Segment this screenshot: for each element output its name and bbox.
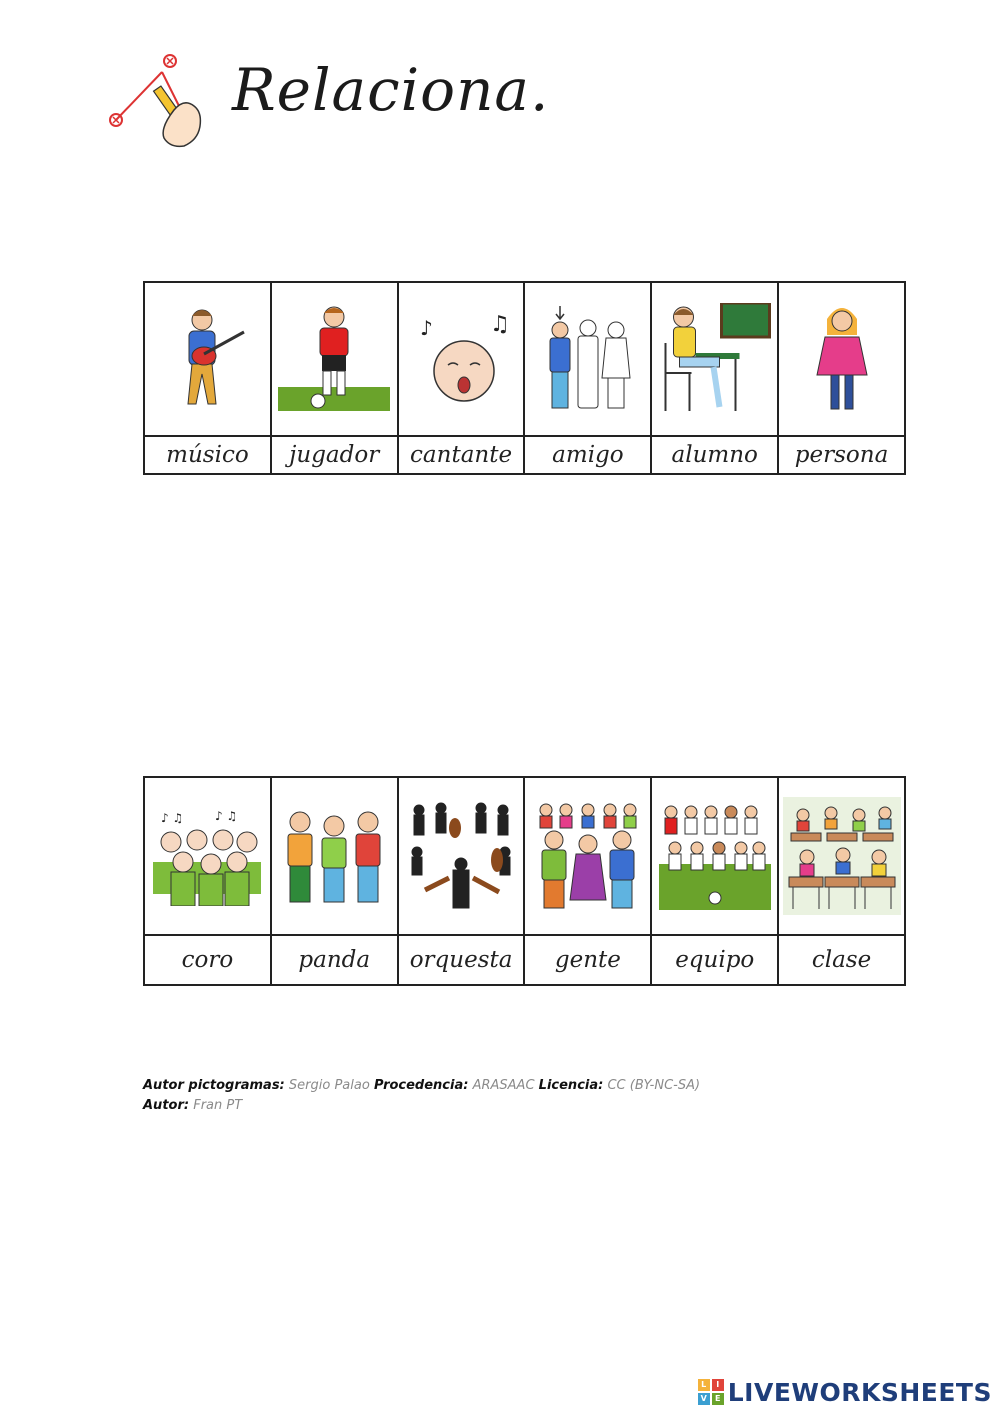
liveworksheets-brand[interactable] bbox=[698, 1378, 992, 1406]
brand-name: LIVEWORKSHEETS bbox=[727, 1377, 992, 1407]
credit-label: Autor: bbox=[143, 1098, 190, 1113]
credit-value: ARASAAC bbox=[472, 1078, 535, 1093]
connect-dots-pencil-icon bbox=[104, 50, 214, 150]
guitar-player-icon bbox=[162, 304, 252, 414]
credit-value: CC (BY-NC-SA) bbox=[607, 1078, 701, 1093]
word-card[interactable] bbox=[399, 778, 526, 984]
crowd-icon bbox=[532, 800, 644, 912]
word-label: jugador bbox=[289, 442, 380, 468]
credits-line-2 bbox=[143, 1096, 700, 1116]
word-card-row-bottom bbox=[143, 776, 906, 986]
word-label: amigo bbox=[552, 442, 624, 468]
word-card[interactable] bbox=[272, 283, 399, 473]
soccer-team-icon bbox=[659, 800, 771, 912]
word-label: persona bbox=[794, 442, 889, 468]
word-card[interactable] bbox=[399, 283, 526, 473]
word-card[interactable] bbox=[525, 283, 652, 473]
word-label: coro bbox=[181, 947, 234, 973]
credit-label: Licencia: bbox=[538, 1078, 604, 1093]
word-label: cantante bbox=[410, 442, 513, 468]
word-card[interactable] bbox=[779, 778, 906, 984]
word-card[interactable] bbox=[145, 283, 272, 473]
word-label: orquesta bbox=[409, 947, 513, 973]
svg-text:♫: ♫ bbox=[490, 312, 510, 337]
word-card[interactable] bbox=[525, 778, 652, 984]
word-label: músico bbox=[166, 442, 249, 468]
credit-value: Fran PT bbox=[193, 1098, 243, 1113]
credits bbox=[143, 1076, 700, 1116]
word-card[interactable] bbox=[272, 778, 399, 984]
friends-icon bbox=[538, 304, 638, 414]
liveworksheets-logo-icon: L I V E bbox=[698, 1379, 724, 1405]
word-card[interactable] bbox=[652, 283, 779, 473]
svg-text:♪ ♫: ♪ ♫ bbox=[161, 811, 184, 825]
singer-face-icon bbox=[406, 309, 516, 409]
classroom-icon bbox=[783, 797, 901, 915]
credit-label: Autor pictogramas: bbox=[143, 1078, 285, 1093]
group-of-kids-icon bbox=[280, 806, 388, 906]
choir-icon bbox=[153, 806, 261, 906]
worksheet-title: Relaciona. bbox=[232, 56, 550, 124]
soccer-player-icon bbox=[278, 303, 390, 415]
word-label: equipo bbox=[675, 947, 755, 973]
word-card-row-top bbox=[143, 281, 906, 475]
word-card[interactable] bbox=[652, 778, 779, 984]
svg-text:♪: ♪ bbox=[420, 316, 433, 340]
credits-line-1 bbox=[143, 1076, 700, 1096]
svg-text:♪ ♫: ♪ ♫ bbox=[215, 809, 238, 823]
word-label: alumno bbox=[671, 442, 758, 468]
person-icon bbox=[807, 303, 877, 415]
word-card[interactable] bbox=[145, 778, 272, 984]
word-label: clase bbox=[811, 947, 872, 973]
word-card[interactable] bbox=[779, 283, 906, 473]
word-label: gente bbox=[554, 947, 621, 973]
word-label: panda bbox=[298, 947, 371, 973]
credit-label: Procedencia: bbox=[373, 1078, 469, 1093]
student-desk-icon bbox=[657, 303, 772, 415]
orchestra-icon bbox=[405, 800, 517, 912]
worksheet-header bbox=[104, 50, 584, 150]
credit-value: Sergio Palao bbox=[288, 1078, 370, 1093]
